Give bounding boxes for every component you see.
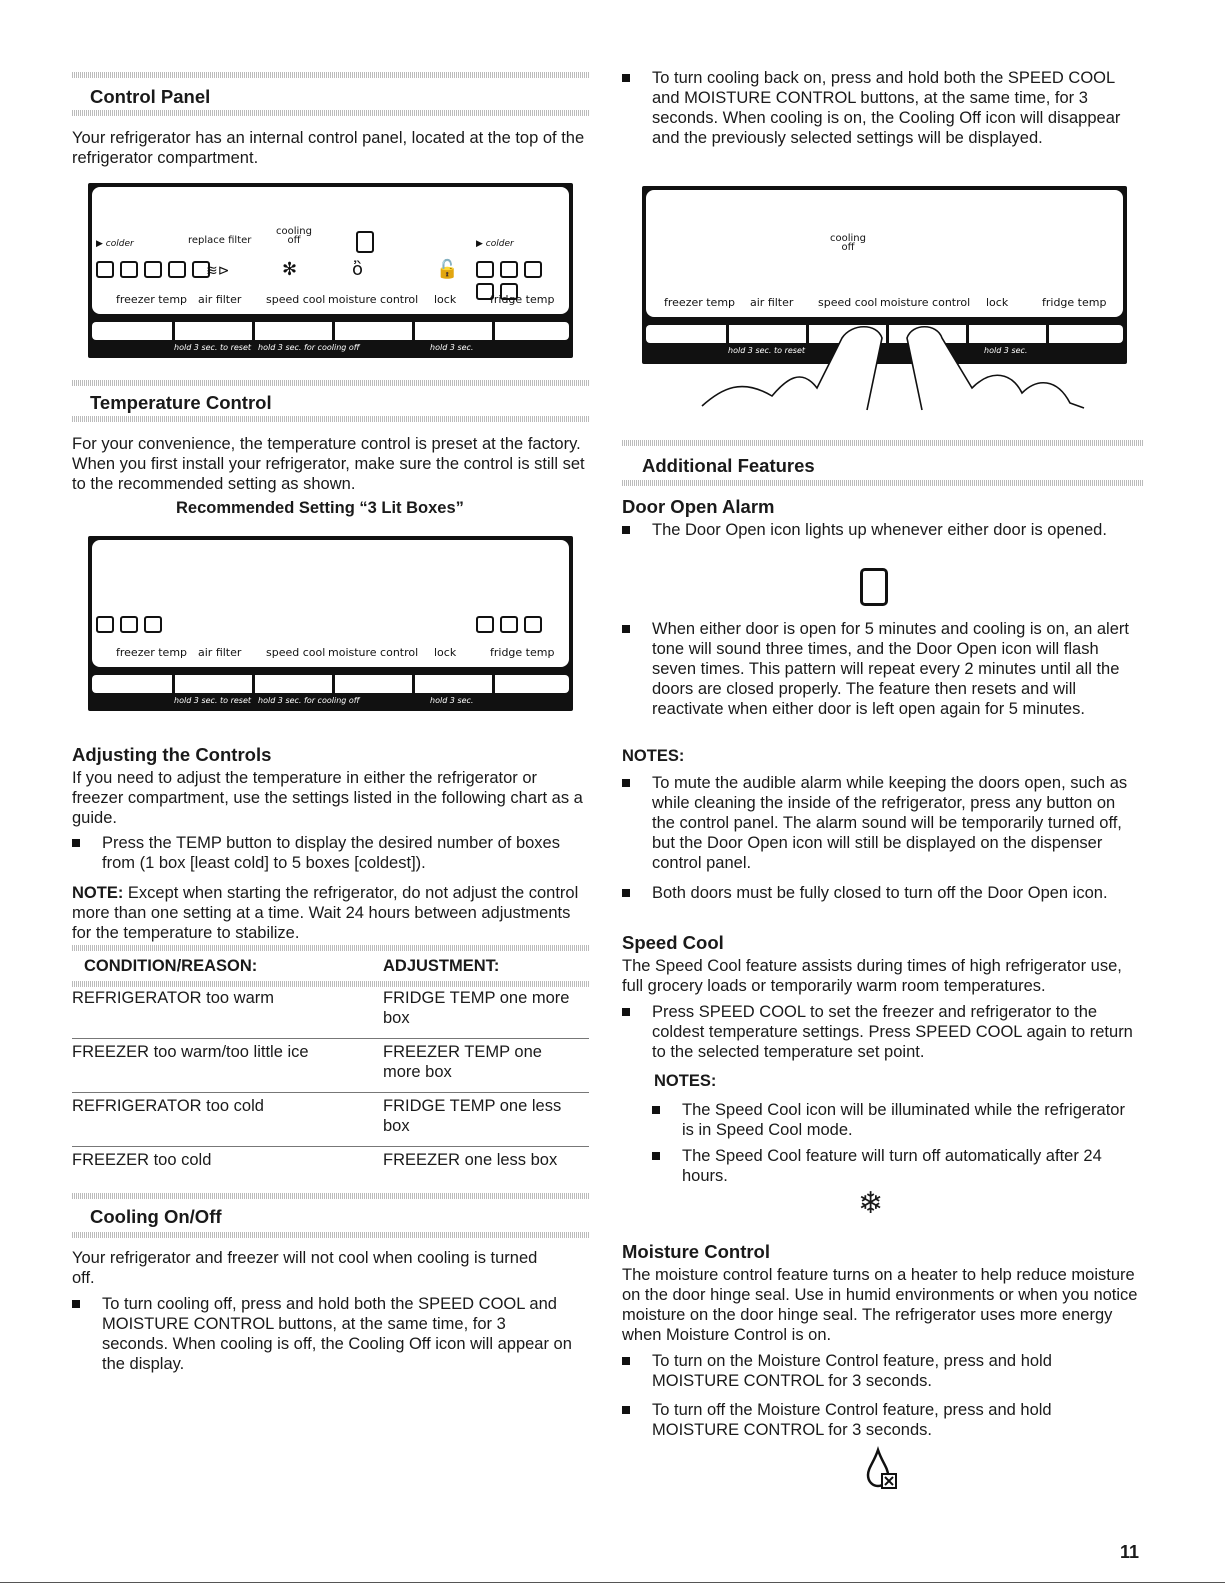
hold-cooling-label: hold 3 sec. for cooling off <box>258 343 360 352</box>
snowflake-icon: ✻ <box>282 259 298 280</box>
speed-notes-label: NOTES: <box>654 1072 717 1090</box>
table-row <box>72 988 589 1039</box>
rule <box>72 1232 589 1238</box>
colder-text: colder <box>105 239 134 249</box>
adjusting-text: If you need to adjust the temperature in either the refrigerator or freezer compartment, use the settings listed in the following chart as a guide. <box>72 769 583 827</box>
bullet-text: Press the TEMP button to display the desired number of boxes from (1 box [least cold] to 5 boxes [coldest]). <box>102 834 560 872</box>
recommended-panel-diagram <box>88 536 573 711</box>
temperature-control-text: For your convenience, the temperature control is preset at the factory. When you first install your refrigerator, make sure the control is still set to the recommended setting as shown. <box>72 435 585 493</box>
air-filter-label: air filter <box>198 646 242 659</box>
hold-cooling-label: hold 3 sec. for cooling off <box>258 696 360 705</box>
hold-reset-label: hold 3 sec. to reset <box>728 346 806 355</box>
cooling-on-bullet <box>622 68 1142 148</box>
temperature-control-heading: Temperature Control <box>90 392 272 413</box>
adjusting-note <box>72 883 590 943</box>
speed-cool-snowflake-icon: ❄ <box>858 1186 884 1221</box>
droplet-icon: ὂ <box>352 259 364 280</box>
note-bullet-1 <box>622 773 1142 873</box>
table-row <box>72 1096 589 1147</box>
air-filter-icon: ≋⊳ <box>206 263 230 279</box>
table-cell: FREEZER one less box <box>383 1151 558 1169</box>
bullet-text: The Speed Cool icon will be illuminated while the refrigerator is in Speed Cool mode. <box>682 1101 1125 1139</box>
freezer-temp-label: freezer temp <box>116 293 188 306</box>
hold-3-label: hold 3 sec. <box>430 343 474 352</box>
bullet-text: To mute the audible alarm while keeping the doors open, such as while cleaning the inside of the refrigerator, press any button on the control panel. The alarm sound will be temporarily turned off, but the Door Open icon will still be displayed on the dispenser control panel. <box>652 774 1128 872</box>
replace-filter-label: replace filter <box>188 235 252 246</box>
bottom-border <box>0 1582 1225 1583</box>
rule <box>622 480 1144 486</box>
speed-note-2 <box>652 1146 1132 1186</box>
fridge-temp-label: fridge temp <box>1042 296 1107 309</box>
moisture-text: The moisture control feature turns on a heater to help reduce moisture on the door hinge seal. Use in humid environments or when you notice moisture on the door hinge seal. The refrigerator uses more energy when Moisture Control is on. <box>622 1266 1138 1344</box>
moisture-bullet-2 <box>622 1400 1122 1440</box>
speed-note-1 <box>652 1100 1132 1140</box>
air-filter-label: air filter <box>750 296 794 309</box>
rule <box>622 440 1144 446</box>
moisture-control-label: moisture control <box>880 296 971 309</box>
speed-cool-bullet <box>622 1002 1142 1062</box>
door-open-bullet-1 <box>622 520 1122 540</box>
button-row <box>92 322 569 340</box>
rule <box>72 981 589 987</box>
bullet-text: When either door is open for 5 minutes and cooling is on, an alert tone will sound three times, and the Door Open icon will flash seven times. This pattern will repeat every 2 minutes until all the doors are closed properly. The feature then resets and will reactivate when either door is left open again for 5 minutes. <box>652 620 1129 718</box>
rule <box>72 72 589 78</box>
door-open-bullet-2 <box>622 619 1142 719</box>
notes-label: NOTES: <box>622 747 685 765</box>
hold-reset-label: hold 3 sec. to reset <box>174 696 252 705</box>
lock-label: lock <box>434 293 457 306</box>
door-open-icon <box>356 231 374 253</box>
control-panel-diagram <box>88 183 573 358</box>
bullet-text: To turn cooling off, press and hold both the SPEED COOL and MOISTURE CONTROL buttons, at the same time, for 3 seconds. When cooling is off, the Cooling Off icon will appear on the display. <box>102 1295 572 1373</box>
speed-cool-text: The Speed Cool feature assists during times of high refrigerator use, full grocery loads or temporarily warm room temperatures. <box>622 957 1122 995</box>
freezer-boxes <box>96 616 168 638</box>
colder-text: colder <box>485 239 514 249</box>
cooling-heading: Cooling On/Off <box>90 1206 222 1227</box>
moisture-control-label: moisture control <box>328 646 419 659</box>
speed-cool-heading: Speed Cool <box>622 932 724 953</box>
colder-left-label: ▶ colder <box>96 239 134 249</box>
cooling-off-label: cooling off <box>276 226 312 246</box>
table-row <box>72 1042 589 1093</box>
air-filter-label: air filter <box>198 293 242 306</box>
moisture-control-label: moisture control <box>328 293 419 306</box>
fridge-temp-label: fridge temp <box>490 293 555 306</box>
note-label: NOTE: <box>72 884 124 902</box>
hold-reset-label: hold 3 sec. to reset <box>174 343 252 352</box>
hold-3-label: hold 3 sec. <box>984 346 1028 355</box>
hands-pressing-illustration <box>692 318 1092 414</box>
bullet-text: To turn off the Moisture Control feature, press and hold MOISTURE CONTROL for 3 seconds. <box>652 1401 1052 1439</box>
cooling-off-bullet <box>72 1294 572 1374</box>
table-cell: FRIDGE TEMP one less box <box>383 1097 562 1135</box>
rule <box>72 945 589 951</box>
table-cell: FREEZER TEMP one more box <box>383 1043 542 1081</box>
adjusting-heading: Adjusting the Controls <box>72 744 272 765</box>
control-panel-text: Your refrigerator has an internal control panel, located at the top of the refrigerator compartment. <box>72 129 585 167</box>
bullet-text: Press SPEED COOL to set the freezer and refrigerator to the coldest temperature settings. Press SPEED COOL again to return to the selected temperature set point. <box>652 1003 1133 1061</box>
lock-icon: 🔓 <box>436 259 459 280</box>
table-header-adjustment: ADJUSTMENT: <box>383 957 500 975</box>
table-cell: FRIDGE TEMP one more box <box>383 989 570 1027</box>
freezer-temp-label: freezer temp <box>664 296 736 309</box>
moisture-bullet-1 <box>622 1351 1122 1391</box>
door-open-heading: Door Open Alarm <box>622 496 775 517</box>
freezer-temp-label: freezer temp <box>116 646 188 659</box>
additional-heading: Additional Features <box>642 455 815 476</box>
cooling-off-label: cooling off <box>830 233 866 253</box>
moisture-droplet-icon <box>864 1446 904 1490</box>
speed-cool-label: speed cool <box>818 296 878 309</box>
bullet-text: The Door Open icon lights up whenever either door is opened. <box>652 521 1107 539</box>
button-row <box>92 675 569 693</box>
table-header-condition: CONDITION/REASON: <box>84 957 258 975</box>
lock-label: lock <box>434 646 457 659</box>
control-panel-heading: Control Panel <box>90 86 211 107</box>
colder-right-label: ▶ colder <box>476 239 514 249</box>
fridge-boxes <box>476 616 548 638</box>
door-open-icon <box>860 568 888 606</box>
bullet-text: To turn cooling back on, press and hold both the SPEED COOL and MOISTURE CONTROL buttons, at the same time, for 3 seconds. When cooling is on, the Cooling Off icon will disappear and the previously selected settings will be displayed. <box>652 69 1121 147</box>
bullet-text: The Speed Cool feature will turn off automatically after 24 hours. <box>682 1147 1102 1185</box>
cooling-text: Your refrigerator and freezer will not cool when cooling is turned off. <box>72 1249 538 1287</box>
rule <box>72 380 589 386</box>
table-row <box>72 1150 589 1172</box>
fridge-temp-label: fridge temp <box>490 646 555 659</box>
note-text: Except when starting the refrigerator, do not adjust the control more than one setting at a time. Wait 24 hours between adjustments for the temperature to stabilize. <box>72 884 579 942</box>
panel-display <box>646 190 1123 317</box>
table-cell: FREEZER too warm/too little ice <box>72 1043 309 1061</box>
adjusting-bullet <box>72 833 572 873</box>
table-cell: REFRIGERATOR too cold <box>72 1097 264 1115</box>
table-cell: FREEZER too cold <box>72 1151 212 1169</box>
page-number: 11 <box>1120 1542 1140 1562</box>
speed-cool-label: speed cool <box>266 293 326 306</box>
rule <box>72 1193 589 1199</box>
freezer-boxes <box>96 261 216 283</box>
note-bullet-2 <box>622 883 1122 903</box>
speed-cool-label: speed cool <box>266 646 326 659</box>
panel-display <box>92 187 569 314</box>
recommended-setting: Recommended Setting “3 Lit Boxes” <box>176 499 464 517</box>
moisture-heading: Moisture Control <box>622 1241 770 1262</box>
table-cell: REFRIGERATOR too warm <box>72 989 275 1007</box>
bullet-text: Both doors must be fully closed to turn off the Door Open icon. <box>652 884 1108 902</box>
lock-label: lock <box>986 296 1009 309</box>
rule <box>72 110 589 116</box>
bullet-text: To turn on the Moisture Control feature, press and hold MOISTURE CONTROL for 3 seconds. <box>652 1352 1052 1390</box>
hold-3-label: hold 3 sec. <box>430 696 474 705</box>
rule <box>72 416 589 422</box>
panel-display <box>92 540 569 667</box>
